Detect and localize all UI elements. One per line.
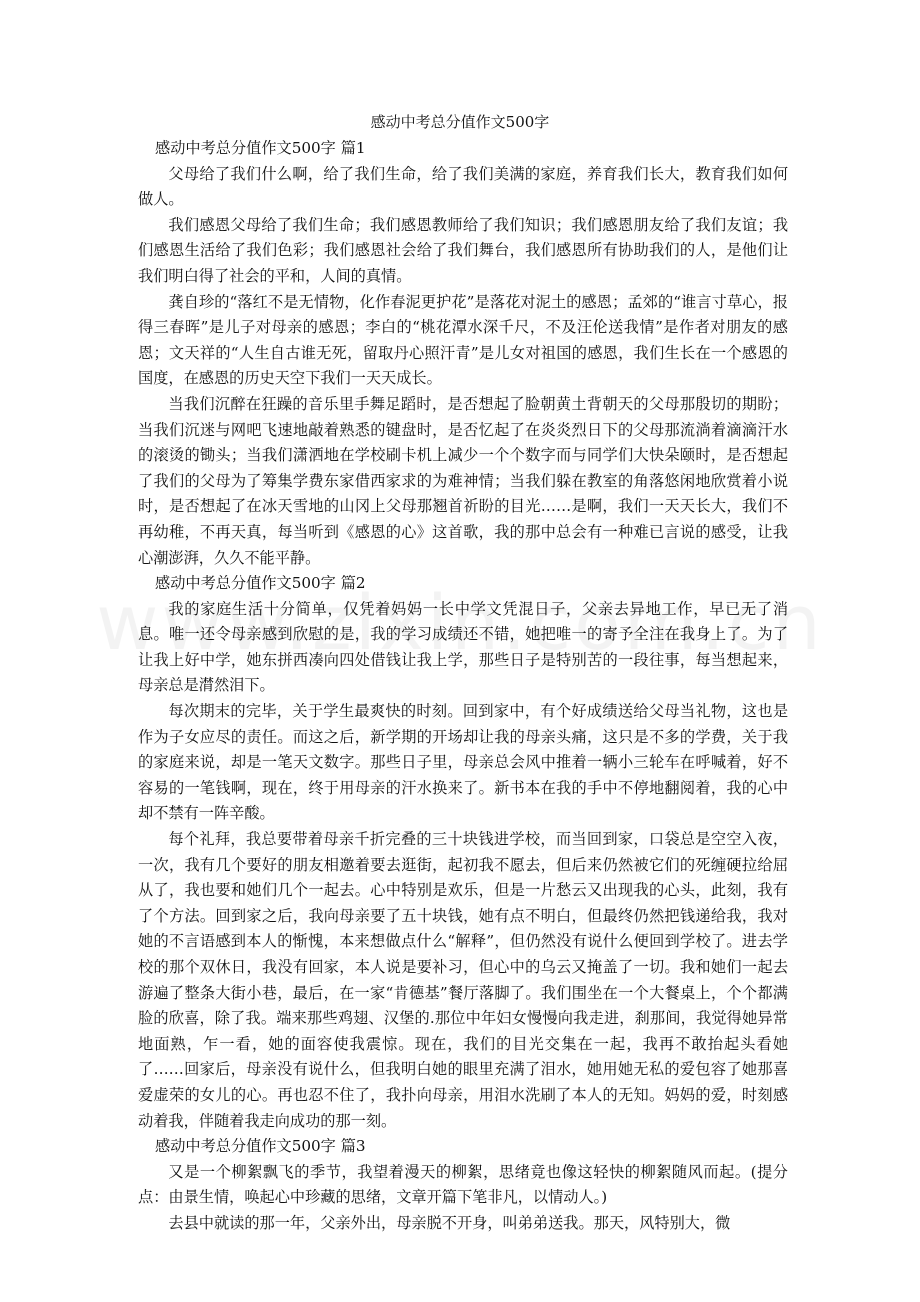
section-3 <box>138 1134 788 1236</box>
document-title: 感动中考总分值作文500字 <box>370 113 550 131</box>
section-heading: 感动中考总分值作文500字 篇1 <box>155 139 366 157</box>
paragraph: 当我们沉醉在狂躁的音乐里手舞足蹈时，是否想起了脸朝黄土背朝天的父母那殷切的期盼；当我们沉迷与网吧飞速地敲着熟悉的键盘时，是否忆起了在炎炎烈日下的父母那流淌着滴滴汗水的滚烫的锄头；当我们潇洒地在学校刷卡机上减少一个个数字而与同学们大快朵颐时，是否想起了我们的父母为了筹集学费东家借西家求的为难神情；当我们躲在教室的角落悠闲地欣赏着小说时，是否想起了在冰天雪地的山冈上父母那翘首祈盼的目光……是啊，我们一天天长大，我们不再幼稚，不再天真，每当听到《感恩的心》这首歌，我的那中总会有一种难已言说的感受，让我心潮澎湃，久久不能平静。 <box>138 394 788 567</box>
paragraph: 又是一个柳絮飘飞的季节，我望着漫天的柳絮，思绪竟也像这轻快的柳絮随风而起。(提分点：由景生情，唤起心中珍藏的思绪，文章开篇下笔非凡，以情动人。) <box>138 1162 788 1207</box>
section-heading: 感动中考总分值作文500字 篇3 <box>155 1137 366 1156</box>
section-1 <box>138 136 788 571</box>
paragraph: 父母给了我们什么啊，给了我们生命，给了我们美满的家庭，养育我们长大，教育我们如何做人。 <box>138 164 788 209</box>
paragraph: 每个礼拜，我总要带着母亲千折完叠的三十块钱进学校，而当回到家，口袋总是空空入夜，一次，我有几个要好的朋友相邀着要去逛街，起初我不愿去，但后来仍然被它们的死缠硬拉给屈从了，我也要和她们几个一起去。心中特别是欢乐，但是一片愁云又出现我的心头，此刻，我有了个方法。回到家之后，我向母亲要了五十块钱，她有点不明白，但最终仍然把钱递给我，我对她的不言语感到本人的惭愧，本来想做点什么“解释”，但仍然没有说什么便回到学校了。进去学校的那个双休日，我没有回家，本人说是要补习，但心中的乌云又掩盖了一切。我和她们一起去游遍了整条大街小巷，最后，在一家“肯德基”餐厅落脚了。我们围坐在一个大餐桌上，个个都满脸的欣喜，除了我。端来那些鸡翅、汉堡的.那位中年妇女慢慢向我走进，刹那间，我觉得她异常地面熟，乍一看，她的面容使我震惊。现在，我们的目光交集在一起，我再不敢抬起头看她了……回家后，母亲没有说什么，但我明白她的眼里充满了泪水，她用她无私的爱包容了她那喜爱虚荣的女儿的心。再也忍不住了，我扑向母亲，用泪水洗刷了本人的无知。妈妈的爱，时刻感动着我，伴随着我走向成功的那一刻。 <box>138 830 788 1130</box>
section-heading: 感动中考总分值作文500字 篇2 <box>155 574 366 593</box>
paragraph: 去县中就读的那一年，父亲外出，母亲脱不开身，叫弟弟送我。那天，风特别大，微 <box>168 1213 731 1232</box>
paragraph: 每次期末的完毕，关于学生最爽快的时刻。回到家中，有个好成绩送给父母当礼物，这也是作为子女应尽的责任。而这之后，新学期的开场却让我的母亲头痛，这只是不多的学费，关于我的家庭来说，却是一笔天文数字。那些日子里，母亲总会风中推着一辆小三轮车在呼喊着，好不容易的一笔钱啊，现在，终于用母亲的汗水换来了。新书本在我的手中不停地翻阅着，我的心中却不禁有一阵辛酸。 <box>138 702 788 823</box>
paragraph: 我的家庭生活十分简单，仅凭着妈妈一长中学文凭混日子，父亲去异地工作，早已无了消息。唯一还令母亲感到欣慰的是，我的学习成绩还不错，她把唯一的寄予全注在我身上了。为了让我上好中学，她东拼西凑向四处借钱让我上学，那些日子是特别苦的一段往事，每当想起来，母亲总是潸然泪下。 <box>138 599 788 695</box>
paragraph: 我们感恩父母给了我们生命；我们感恩教师给了我们知识；我们感恩朋友给了我们友谊；我们感恩生活给了我们色彩；我们感恩社会给了我们舞台，我们感恩所有协助我们的人，是他们让我们明白得了社会的平和，人间的真情。 <box>138 215 788 285</box>
section-2 <box>138 571 788 1134</box>
paragraph: 龚自珍的“落红不是无情物，化作春泥更护花”是落花对泥土的感恩；孟郊的“谁言寸草心，报得三春晖”是儿子对母亲的感恩；李白的“桃花潭水深千尺，不及汪伦送我情”是作者对朋友的感恩；文天祥的“人生自古谁无死，留取丹心照汗青”是儿女对祖国的感恩，我们生长在一个感恩的国度，在感恩的历史天空下我们一天天成长。 <box>138 292 788 388</box>
document-body <box>138 136 788 1237</box>
